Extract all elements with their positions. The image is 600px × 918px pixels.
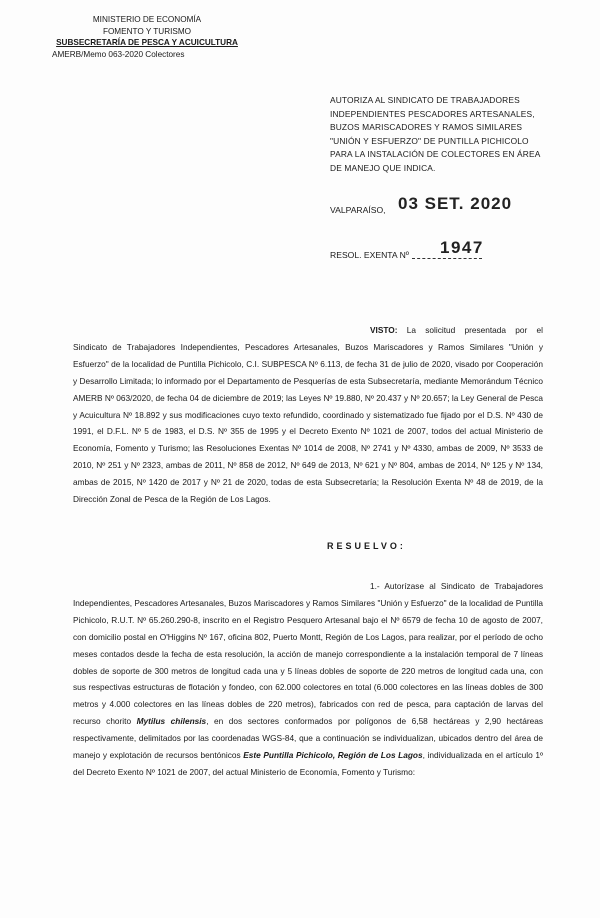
memo-reference: AMERB/Memo 063-2020 Colectores <box>52 49 185 59</box>
resolution-number-underline <box>412 258 482 259</box>
article-1-paragraph <box>73 578 543 781</box>
area-name: Este Puntilla Pichicolo, Región de Los Lagos <box>243 750 423 761</box>
species-name: Mytilus chilensis <box>136 716 207 727</box>
subsecretaria-name: SUBSECRETARÍA DE PESCA Y ACUICULTURA <box>56 38 238 47</box>
resolution-title: AUTORIZA AL SINDICATO DE TRABAJADORES INDEPENDIENTES PESCADORES ARTESANALES, BUZOS MARISCADORES Y RAMOS SIMILARES "UNIÓN Y ESFUERZO" DE PUNTILLA PICHICOLO PARA LA INSTALACIÓN DE COLECTORES EN ÁREA DE MANEJO QUE INDICA. <box>330 95 540 173</box>
visto-label: VISTO: <box>370 325 398 335</box>
visto-paragraph <box>73 322 543 508</box>
resolution-label: RESOL. EXENTA Nº <box>330 250 409 260</box>
visto-text: La solicitud presentada por el Sindicato de Trabajadores Independientes, Pescadores Artesanales, Buzos Mariscadores y Ramos Similares "Unión y Esfuerzo" de la localidad de Puntilla Pichicolo, C.I. SUBPESCA Nº 6.113, de fecha 31 de julio de 2020, visado por Cooperación y Desarrollo Limitada; lo informado por el Departamento de Pesquerías de esta Subsecretaría, mediante Memorándum Técnico AMERB Nº 063/2020, de fecha 04 de diciembre de 2019; las Leyes Nº 19.880, Nº 20.437 y Nº 20.657; la Ley General de Pesca y Acuicultura Nº 18.892 y sus modificaciones cuyo texto refundido, coordinado y sistematizado fue fijado por el D.S. Nº 430 de 1991, el D.F.L. Nº 5 de 1983, el D.S. Nº 355 de 1995 y el Decreto Exento Nº 1021 de 2007, todos del actual Ministerio de Economía, Fomento y Turismo; las Resoluciones Exentas Nº 1014 de 2008, Nº 2741 y Nº 4330, ambas de 2009, Nº 3533 de 2010, Nº 251 y Nº 2323, ambas de 2011, Nº 858 de 2012, Nº 649 de 2013, Nº 621 y Nº 804, ambas de 2014, Nº 125 y Nº 134, ambas de 2015, Nº 1420 de 2017 y Nº 21 de 2020, todas de esta Subsecretaría; la Resolución Exenta Nº 48 de 2019, de la Dirección Zonal de Pesca de la Región de Los Lagos. <box>73 325 543 505</box>
resuelvo-heading: RESUELVO: <box>327 541 406 551</box>
date-stamp: 03 SET. 2020 <box>398 194 513 213</box>
article-1-text-a: 1.- Autorízase al Sindicato de Trabajadores Independientes, Pescadores Artesanales, Buzos Mariscadores y Ramos Similares "Unión y Esfuerzo" de la localidad de Puntilla Pichicolo, R.U.T. Nº 65.260.290-8, inscrito en el Registro Pesquero Artesanal bajo el Nº 6579 de fecha 10 de agosto de 2007, con domicilio postal en O'Higgins Nº 167, oficina 802, Puerto Montt, Región de Los Lagos, para realizar, por el período de ocho meses contados desde la fecha de esta resolución, la acción de manejo correspondiente a la instalación temporal de 7 líneas dobles de soporte de 300 metros de longitud cada una y 5 líneas dobles de soporte de 220 metros de longitud cada una, con sus respectivas estructuras de flotación y fondeo, con 62.000 colectores en total (6.000 colectores en las líneas dobles de 300 metros y 4.000 colectores en las líneas dobles de 220 metros), fabricados con red de pesca, para captación de larvas del recurso chorito <box>73 581 543 727</box>
resolution-number: 1947 <box>440 238 484 257</box>
place-label: VALPARAÍSO, <box>330 205 386 215</box>
ministry-subname: FOMENTO Y TURISMO <box>102 26 192 36</box>
letterhead <box>52 14 242 60</box>
article-1-text-b: , en dos sectores conformados por polígonos de 6,58 hectáreas y 2,90 hectáreas respectivamente, delimitados por las coordenadas WGS-84, que a continuación se individualizan, ubicados dentro del área de manejo y explotación de recursos bentónicos <box>73 716 543 761</box>
article-1-text-c: , individualizada en el artículo 1º del Decreto Exento Nº 1021 de 2007, del actual Ministerio de Economía, Fomento y Turismo: <box>73 750 543 777</box>
ministry-name: MINISTERIO DE ECONOMÍA <box>92 15 202 24</box>
